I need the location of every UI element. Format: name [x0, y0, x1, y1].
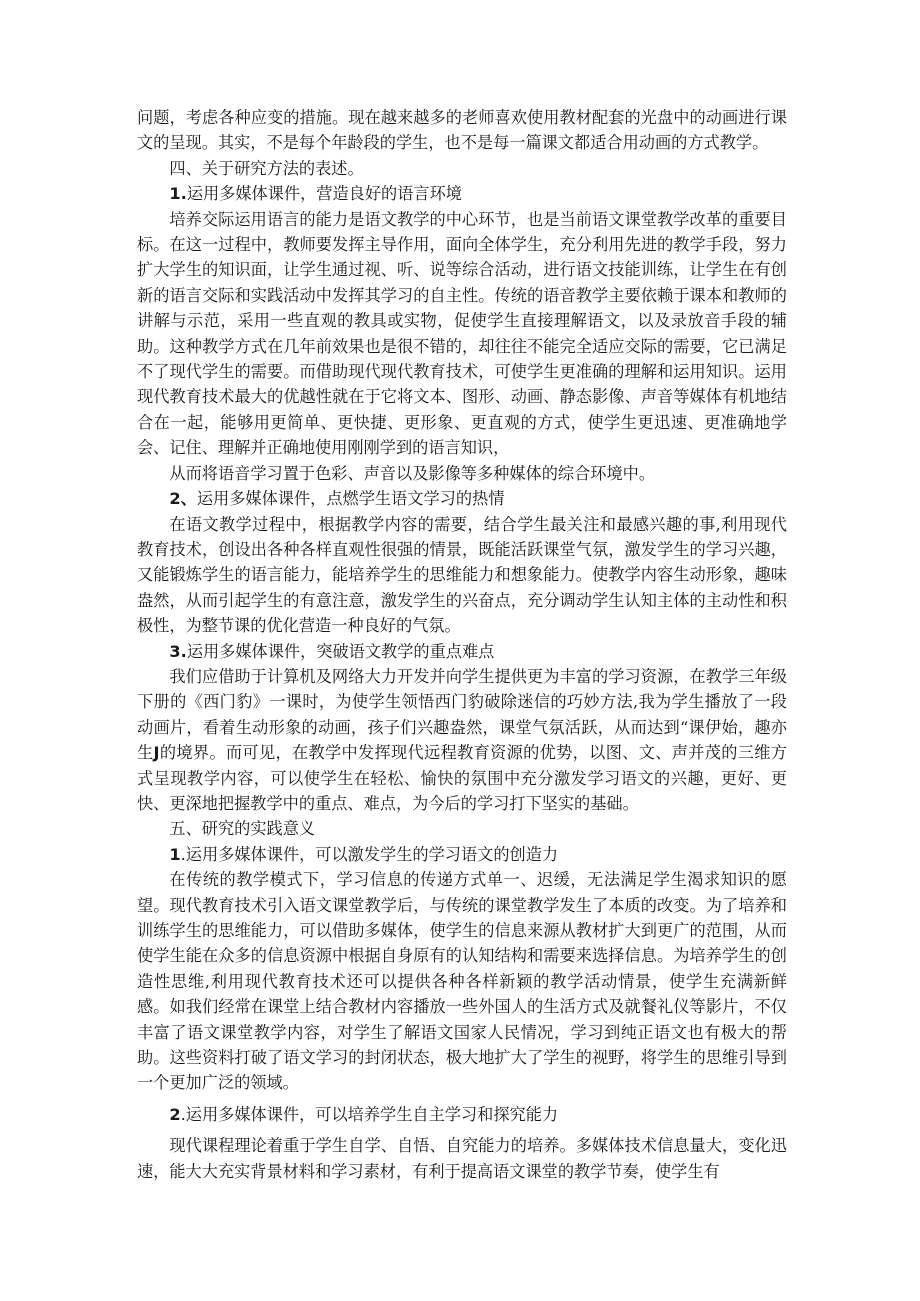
- heading-text: .运用多媒体课件，可以培养学生自主学习和探究能力: [180, 1104, 559, 1124]
- heading-text: 运用多媒体课件，点燃学生语文学习的热情: [196, 489, 505, 509]
- section-5-paragraph-2: 现代课程理论着重于学生自学、自悟、自究能力的培养。多媒体技术信息量大，变化迅速，能大大充实背景材料和学习素材，有利于提高语文课堂的教学节奏，使学生有: [137, 1136, 787, 1181]
- section-4-paragraph-1-continued: 从而将语音学习置于色彩、声音以及影像等多种媒体的综合环境中。: [169, 463, 656, 483]
- document-page: [137, 105, 787, 1184]
- paragraph-text: 我们应借助于计算机及网络大力开发并向学生提供更为丰富的学习资源，在教学三年级下册的《西门豹》一课时，为使学生领悟西门豹破除迷信的巧妙方法,我为学生播放了一段动画片，看着生动形象的动画，孩子们兴趣盎然，课堂气氛活跃，从而达到“课伊始，趣亦生: [137, 666, 787, 763]
- section-4-heading-2: [137, 486, 787, 511]
- heading-number: 2: [169, 1104, 181, 1124]
- heading-text: 运用多媒体课件，突破语文教学的重点难点: [186, 641, 495, 661]
- heading-text: 运用多媒体课件，营造良好的语言环境: [186, 184, 462, 204]
- paragraph-intro: 问题，考虑各种应变的措施。现在越来越多的老师喜欢使用教材配套的光盘中的动画进行课文的呈现。其实，不是每个年龄段的学生，也不是每一篇课文都适合用动画的方式教学。: [137, 108, 787, 153]
- section-5-heading-2: [137, 1102, 787, 1127]
- section-4-paragraph-2: 在语文教学过程中，根据教学内容的需要，结合学生最关注和最感兴趣的事,利用现代教育技术，创设出各种各样直观性很强的情景，既能活跃课堂气氛，激发学生的学习兴趣，又能锻炼学生的语言能力，能培养学生的思维能力和想象能力。使教学内容生动形象，趣味盎然，从而引起学生的有意注意，激发学生的兴奋点，充分调动学生认知主体的主动性和积极性，为整节课的优化营造一种良好的气氛。: [137, 514, 787, 636]
- section-5-heading-1: [137, 842, 787, 867]
- heading-number: 3.: [169, 641, 187, 661]
- section-4-paragraph-3: [137, 664, 787, 816]
- section-4-heading-1: [137, 181, 787, 206]
- section-4-heading-3: [137, 639, 787, 664]
- heading-number: 1.: [169, 184, 187, 204]
- section-5-title: 五、研究的实践意义: [169, 819, 316, 839]
- paragraph-text: 的境界。而可见，在教学中发挥现代远程教育资源的优势，以图、文、声并茂的三维方式呈现教学内容，可以使学生在轻松、愉快的氛围中充分激发学习语文的兴趣，更好、更快、更深地把握教学中的重点、难点，为今后的学习打下坚实的基础。: [137, 743, 788, 813]
- heading-text: .运用多媒体课件，可以激发学生的学习语文的创造力: [180, 844, 559, 864]
- heading-number: 2、: [169, 489, 197, 509]
- section-4-paragraph-1: 培养交际运用语言的能力是语文教学的中心环节，也是当前语文课堂教学改革的重要目标。在这一过程中，教师要发挥主导作用，面向全体学生，充分利用先进的教学手段，努力扩大学生的知识面，让学生通过视、听、说等综合活动，进行语文技能训练，让学生在有创新的语言交际和实践活动中发挥其学习的自主性。传统的语音教学主要依赖于课本和教师的讲解与示范，采用一些直观的教具或实物，促使学生直接理解语文，以及录放音手段的辅助。这种教学方式在几年前效果也是很不错的，却往往不能完全适应交际的需要，它已满足不了现代学生的需要。而借助现代现代教育技术，可使学生更准确的理解和运用知识。运用现代教育技术最大的优越性就在于它将文本、图形、动画、静态影像、声音等媒体有机地结合在一起，能够用更简单、更快捷、更形象、更直观的方式，使学生更迅速、更准确地学会、记住、理解并正确地使用刚刚学到的语言知识，: [137, 209, 787, 458]
- heading-number: 1: [169, 844, 181, 864]
- section-5-paragraph-1: 在传统的教学模式下，学习信息的传递方式单一、迟缓，无法满足学生渴求知识的愿望。现代教育技术引入语文课堂教学后，与传统的课堂教学发生了本质的改变。为了培养和训练学生的思维能力，可以借助多媒体，使学生的信息来源从教材扩大到更广的范围，从而使学生能在众多的信息资源中根据自身原有的认知结构和需要来选择信息。为培养学生的创造性思维,利用现代教育技术还可以提供各种各样新颖的教学活动情景，使学生充满新鲜感。如我们经常在课堂上结合教材内容播放一些外国人的生活方式及就餐礼仪等影片，不仅丰富了语文课堂教学内容，对学生了解语文国家人民情况，学习到纯正语文也有极大的帮助。这些资料打破了语文学习的封闭状态，极大地扩大了学生的视野，将学生的思维引导到一个更加广泛的领域。: [137, 870, 787, 1093]
- paragraph-glyph: J: [153, 743, 160, 763]
- section-4-title: 四、关于研究方法的表述。: [169, 158, 364, 178]
